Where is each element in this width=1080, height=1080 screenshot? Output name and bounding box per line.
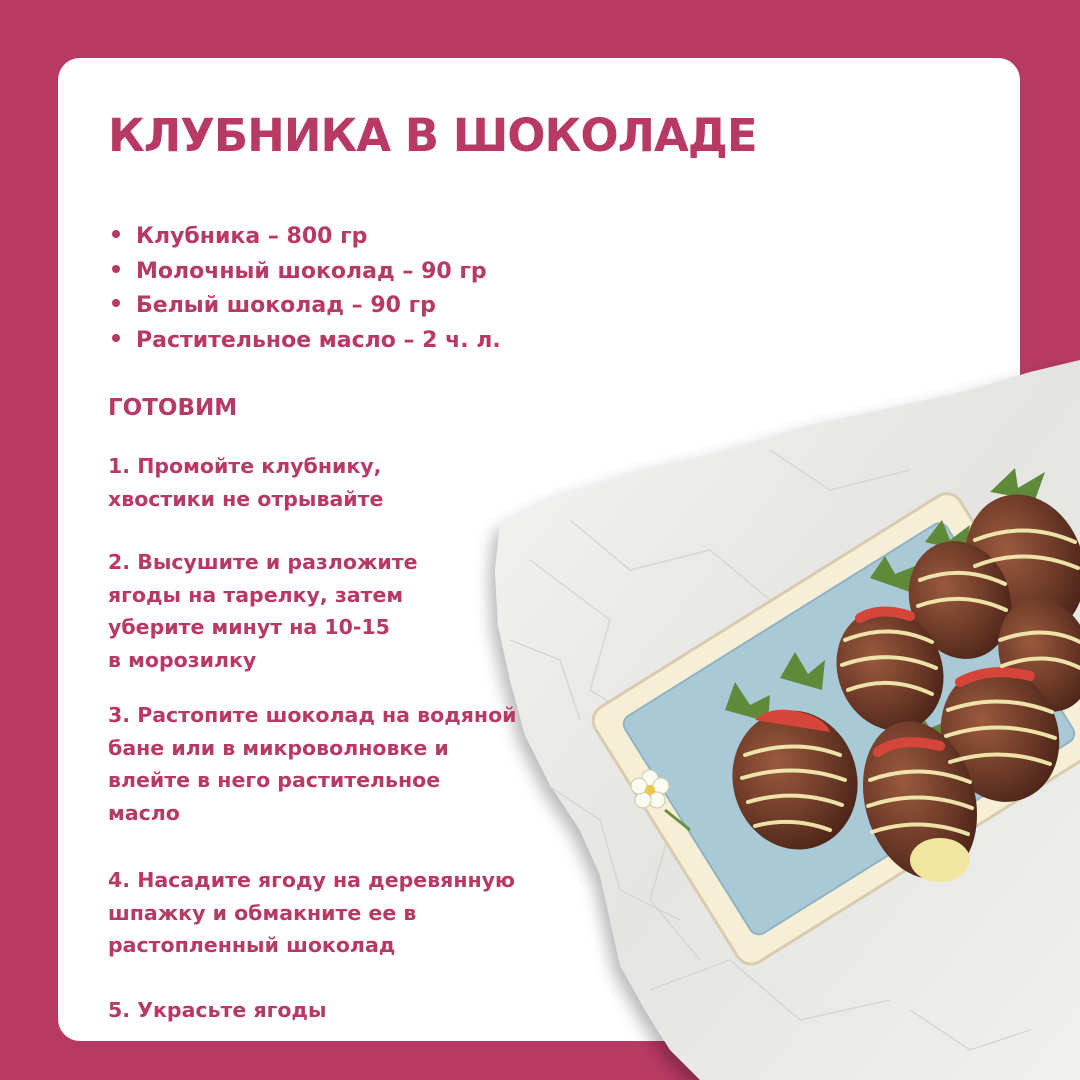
- recipe-title: КЛУБНИКА В ШОКОЛАДЕ: [108, 109, 757, 162]
- step-1: 1. Промойте клубнику, хвостики не отрывайте: [108, 454, 384, 511]
- step-2: 2. Высушите и разложите ягоды на тарелку, затем уберите минут на 10-15 в морозилку: [108, 550, 418, 672]
- ingredient-item: [112, 255, 501, 290]
- ingredient-text: Клубника – 800 гр: [136, 224, 368, 249]
- bullet-icon: [112, 265, 120, 273]
- bullet-icon: [112, 334, 120, 342]
- steps-heading: ГОТОВИМ: [108, 395, 238, 421]
- ingredients-list: [112, 220, 501, 358]
- step-4: 4. Насадите ягоду на деревянную шпажку и обмакните ее в растопленный шоколад: [108, 868, 515, 957]
- bullet-icon: [112, 230, 120, 238]
- step-5: 5. Украсьте ягоды: [108, 998, 327, 1022]
- ingredient-item: [112, 220, 501, 255]
- ingredient-item: [112, 324, 501, 359]
- step-3: 3. Растопите шоколад на водяной бане или в микроволновке и влейте в него растительное масло: [108, 703, 517, 825]
- strawberries-illustration: [470, 360, 1080, 1080]
- ingredient-text: Растительное масло – 2 ч. л.: [136, 327, 501, 353]
- bullet-icon: [112, 299, 120, 307]
- ingredient-text: Молочный шоколад – 90 гр: [136, 258, 487, 284]
- ingredient-item: [112, 289, 501, 324]
- ingredient-text: Белый шоколад – 90 гр: [136, 293, 436, 318]
